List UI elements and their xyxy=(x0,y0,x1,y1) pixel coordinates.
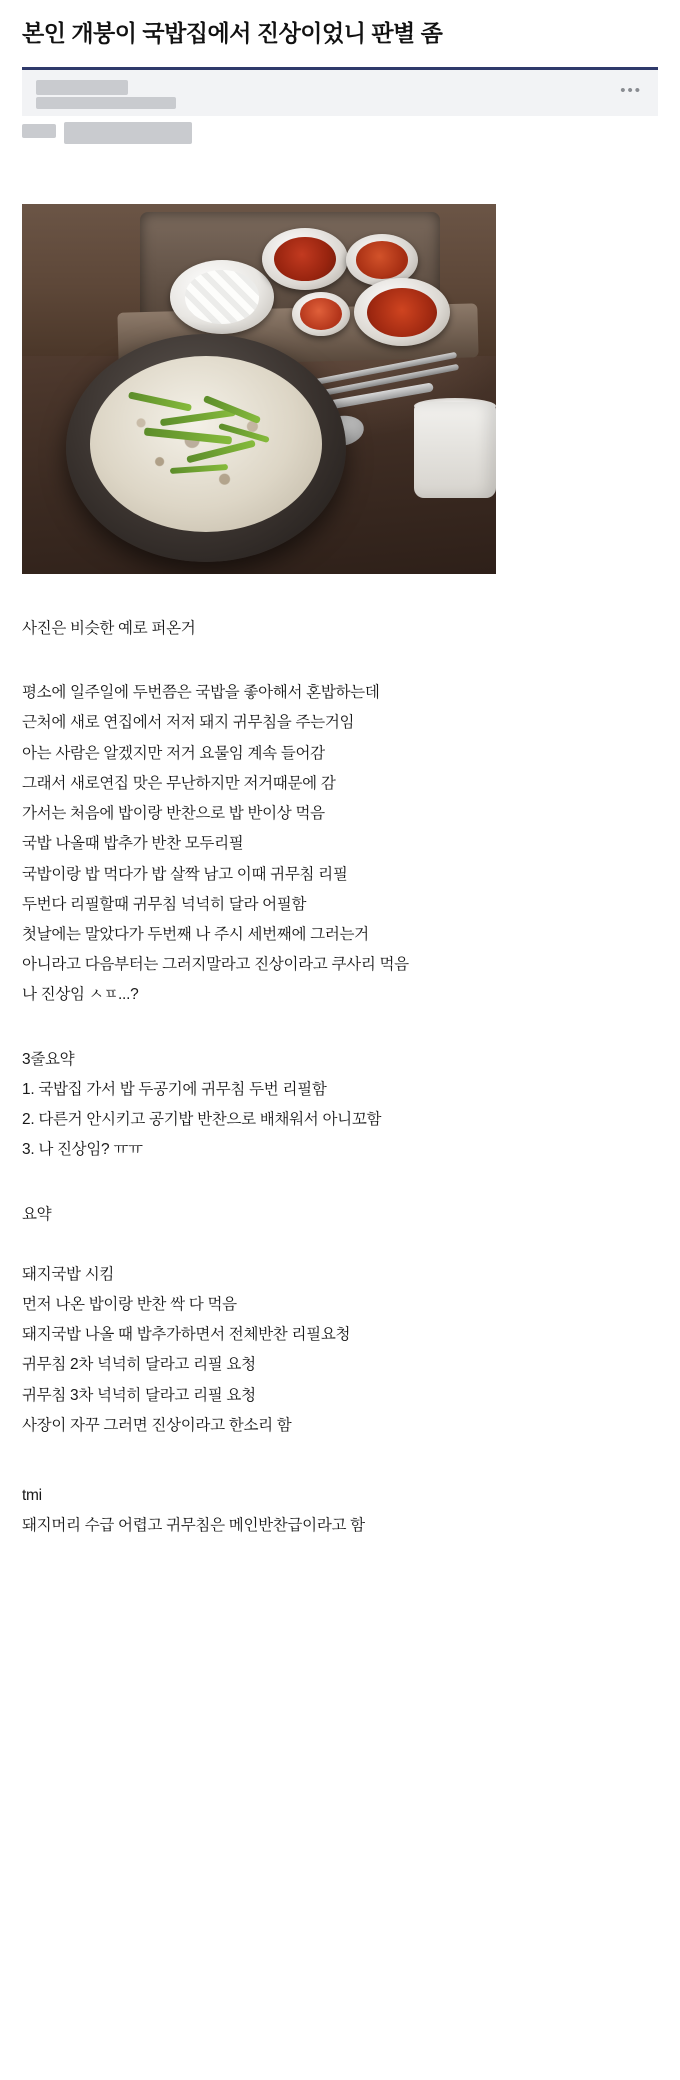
main-story-paragraph xyxy=(22,678,658,1010)
story-line: 근처에 새로 연집에서 저저 돼지 귀무침을 주는거임 xyxy=(22,714,355,732)
kimchi-contents-1 xyxy=(274,237,336,282)
tmi-block xyxy=(22,1481,658,1541)
gukbap-meal-photo xyxy=(22,204,496,574)
water-cup xyxy=(414,402,496,498)
story-line: 평소에 일주일에 두번쯤은 국밥을 좋아해서 혼밥하는데 xyxy=(22,684,380,702)
onion-slices xyxy=(185,270,260,323)
side-dish-kimchi-bowl-1 xyxy=(262,228,348,290)
redacted-meta-large xyxy=(64,122,192,144)
story-line: 두번다 리필할때 귀무침 넉넉히 달라 어필함 xyxy=(22,895,307,913)
summary-block xyxy=(22,1200,658,1442)
summary-line: 사장이 자꾸 그러면 진상이라고 한소리 함 xyxy=(22,1416,292,1434)
more-options-icon[interactable]: ••• xyxy=(620,82,642,100)
three-line-summary-item: 3. 나 진상임? ㅠㅠ xyxy=(22,1141,143,1159)
kimchi-contents-3 xyxy=(367,288,436,337)
story-line: 나 진상임 ㅅㅍ...? xyxy=(22,986,139,1004)
story-line: 국밥 나올때 밥추가 반찬 모두리필 xyxy=(22,835,244,853)
gukbap-soup xyxy=(90,356,322,532)
post-meta-strip xyxy=(22,122,658,156)
tmi-heading: tmi xyxy=(22,1487,42,1505)
side-dish-onion-bowl xyxy=(170,260,274,334)
three-line-summary-item: 1. 국밥집 가서 밥 두공기에 귀무침 두번 리필함 xyxy=(22,1080,327,1098)
redacted-author-name xyxy=(36,80,128,95)
story-line: 첫날에는 말았다가 두번째 나 주시 세번째에 그러는거 xyxy=(22,926,369,944)
three-line-summary-block xyxy=(22,1045,658,1166)
story-line: 가서는 처음에 밥이랑 반찬으로 밥 반이상 먹음 xyxy=(22,805,325,823)
post-header xyxy=(0,0,680,63)
summary-heading: 요약 xyxy=(22,1205,52,1223)
page-title: 본인 개붕이 국밥집에서 진상이었니 판별 좀 xyxy=(22,20,443,46)
summary-line: 귀무침 3차 넉넉히 달라고 리필 요청 xyxy=(22,1386,256,1404)
three-line-summary-item: 2. 다른거 안시키고 공기밥 반찬으로 배채워서 아니꼬함 xyxy=(22,1111,382,1129)
story-line: 국밥이랑 밥 먹다가 밥 살짝 남고 이때 귀무침 리필 xyxy=(22,865,348,883)
stone-pot xyxy=(66,334,346,562)
tmi-line: 돼지머리 수급 어렵고 귀무침은 메인반찬급이라고 함 xyxy=(22,1517,365,1535)
side-dish-kimchi-bowl-3 xyxy=(354,278,450,346)
summary-line: 먼저 나온 밥이랑 반찬 싹 다 먹음 xyxy=(22,1295,237,1313)
story-line: 아니라고 다음부터는 그러지말라고 진상이라고 쿠사리 먹음 xyxy=(22,956,409,974)
photo-caption: 사진은 비슷한 예로 퍼온거 xyxy=(22,620,196,638)
story-line: 아는 사람은 알겠지만 저거 요물임 계속 들어감 xyxy=(22,744,325,762)
summary-line: 귀무침 2차 넉넉히 달라고 리필 요청 xyxy=(22,1356,256,1374)
author-meta-strip xyxy=(22,70,658,116)
post-body xyxy=(22,614,658,1541)
redacted-author-detail xyxy=(36,97,176,109)
summary-line: 돼지국밥 시킴 xyxy=(22,1265,115,1283)
three-line-summary-heading: 3줄요약 xyxy=(22,1050,75,1068)
soup-texture xyxy=(90,356,322,532)
summary-line: 돼지국밥 나올 때 밥추가하면서 전체반찬 리필요청 xyxy=(22,1326,351,1344)
sauce-contents xyxy=(300,298,342,330)
redacted-meta-small xyxy=(22,124,56,138)
story-line: 그래서 새로연집 맛은 무난하지만 저거때문에 감 xyxy=(22,774,336,792)
side-dish-sauce-bowl xyxy=(292,292,350,336)
kimchi-contents-2 xyxy=(356,241,408,278)
